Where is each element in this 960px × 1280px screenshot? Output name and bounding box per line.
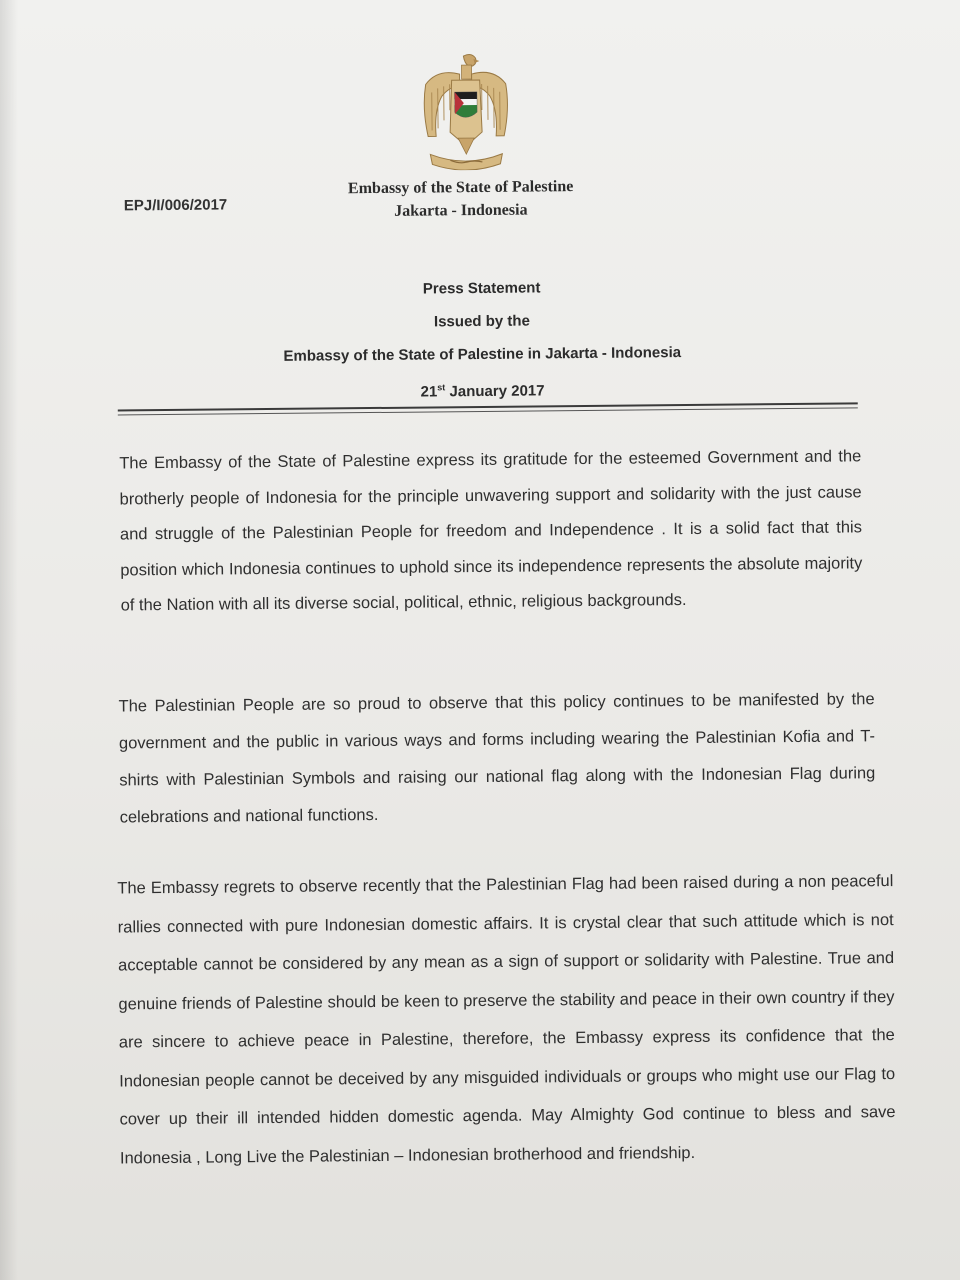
letterhead-embassy-name: Embassy of the State of Palestine — [347, 178, 574, 198]
date-suffix: st — [437, 382, 446, 393]
letterhead — [296, 175, 626, 224]
date-day: 21 — [420, 383, 438, 401]
body-paragraph-2: The Palestinian People are so proud to observe that this policy continues to be manifested by the government and the public in various ways and forms including wearing the Palestinian Kofia and T-shirts with Palestinian Symbols and raising our national flag along with the Indonesian Flag during celebrations and national functions. — [118, 690, 876, 827]
statement-issuer: Embassy of the State of Palestine in Jakarta - Indonesia — [283, 344, 682, 365]
statement-heading — [236, 270, 727, 407]
body-paragraph-1: The Embassy of the State of Palestine express its gratitude for the esteemed Government and the brotherly people of Indonesia for the principle unwavering support and solidarity with the just cause and struggle of the Palestinian People for freedom and Independence . It is a solid fact that this position which Indonesia continues to uphold since its independence represents the absolute majority of the Nation with all its diverse social, political, ethnic, religious backgrounds. — [119, 447, 863, 615]
letterhead-location: Jakarta - Indonesia — [394, 201, 528, 220]
statement-issued-by: Issued by the — [433, 312, 530, 331]
body-paragraph-3: The Embassy regrets to observe recently that the Palestinian Flag had been raised during a non peaceful rallies connected with pure Indonesian domestic affairs. It is crystal clear that such attitude which is not acceptable cannot be considered by any mean as a sign of support or solidarity with Palestine. True and genuine friends of Palestine should be keen to preserve the stability and peace in their own country if they are sincere to achieve peace in Palestine, therefore, the Embassy express its confidence that the Indonesian people cannot be deceived by any misguided individuals or groups who might use our Flag to cover up their ill intended hidden domestic agenda. May Almighty God continue to bless and save Indonesia , Long Live the Palestinian – Indonesian brotherhood and friendship. — [117, 872, 896, 1167]
date-month-year: January 2017 — [445, 382, 545, 401]
reference-number: EPJ/I/006/2017 — [123, 196, 228, 215]
palestine-eagle-emblem-icon — [419, 50, 512, 171]
statement-date — [237, 369, 727, 407]
statement-title: Press Statement — [422, 279, 541, 298]
